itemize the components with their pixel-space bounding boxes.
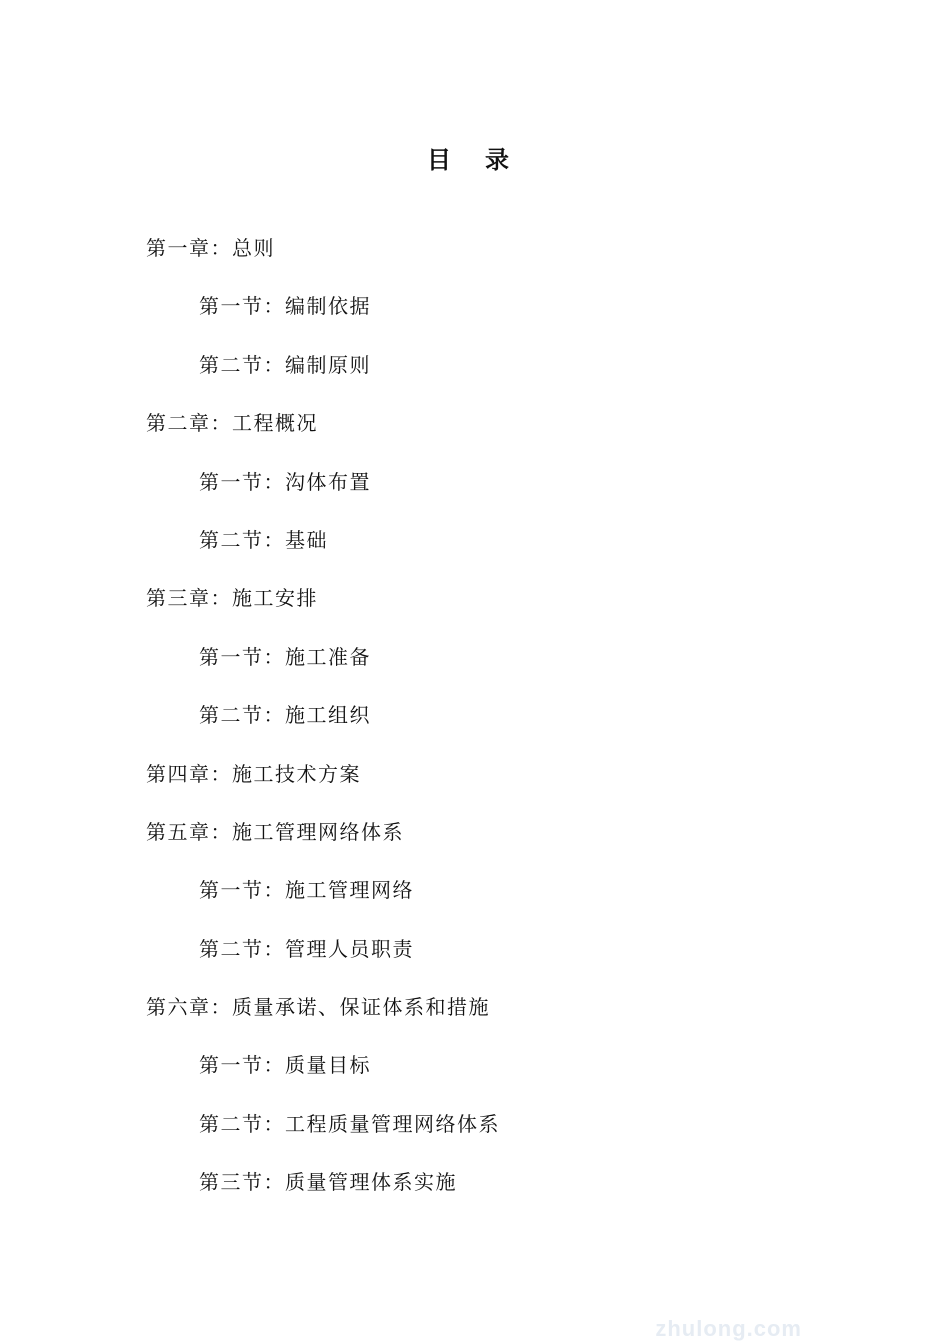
- page-title: 目录: [427, 145, 543, 174]
- toc-section: 第二节：施工组织: [199, 703, 371, 728]
- toc-section: 第一节：施工准备: [199, 644, 371, 669]
- toc-chapter: 第四章：施工技术方案: [146, 761, 361, 786]
- toc-chapter: 第一章：总则: [146, 236, 275, 260]
- watermark: zhulong.com: [655, 1316, 802, 1341]
- toc-section: 第一节：编制依据: [199, 294, 371, 319]
- toc-section: 第三节：质量管理体系实施: [199, 1170, 457, 1195]
- toc-chapter: 第三章：施工安排: [146, 586, 318, 611]
- toc-section: 第二节：基础: [199, 527, 328, 552]
- toc-section: 第二节：管理人员职责: [199, 936, 414, 961]
- toc-section: 第一节：沟体布置: [199, 469, 371, 494]
- toc-section: 第一节：质量目标: [199, 1053, 371, 1078]
- toc-chapter: 第六章：质量承诺、保证体系和措施: [146, 995, 490, 1020]
- table-of-contents: [0, 228, 950, 1221]
- toc-section: 第一节：施工管理网络: [199, 878, 414, 903]
- toc-section: 第二节：工程质量管理网络体系: [199, 1111, 500, 1136]
- toc-chapter: 第五章：施工管理网络体系: [146, 819, 404, 844]
- toc-chapter: 第二章：工程概况: [146, 411, 318, 436]
- toc-section: 第二节：编制原则: [199, 352, 371, 377]
